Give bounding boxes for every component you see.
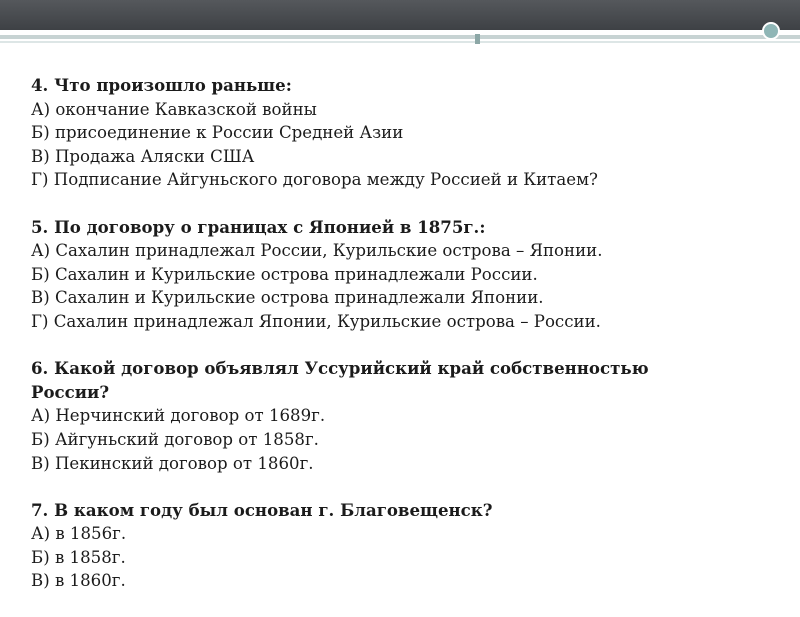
- question-title-text: 6. Какой договор объявлял Уссурийский край собственностью: [31, 358, 649, 379]
- question-4: [31, 74, 781, 192]
- question-5: [31, 216, 781, 334]
- answer-option: А) Нерчинский договор от 1689г.: [31, 406, 326, 426]
- answer-option: В) Продажа Аляски США: [31, 146, 255, 166]
- circle-marker-icon: [762, 22, 780, 40]
- answer-option: Г) Сахалин принадлежал Японии, Курильские острова – России.: [31, 311, 601, 331]
- answer-option: А) Сахалин принадлежал России, Курильские острова – Японии.: [31, 241, 603, 261]
- band-line-left: [0, 41, 475, 43]
- question-7: [31, 499, 781, 593]
- band-stripe-left: [0, 35, 475, 39]
- answer-option: А) в 1856г.: [31, 524, 127, 544]
- answer-option: Б) Айгуньский договор от 1858г.: [31, 429, 319, 449]
- question-title-text: 4. Что произошло раньше:: [31, 75, 292, 95]
- answer-option: В) в 1860г.: [31, 571, 126, 591]
- question-title-continuation: России?: [31, 381, 110, 402]
- band-stripe-right: [480, 35, 800, 39]
- question-title-text: 5. По договору о границах с Японией в 1875г.:: [31, 216, 486, 237]
- decorative-band: [0, 30, 800, 47]
- answer-option: Г) Подписание Айгуньского договора между Россией и Китаем?: [31, 170, 598, 190]
- question-title: [31, 216, 781, 240]
- question-title-text: 7. В каком году был основан г. Благовещенск?: [31, 499, 493, 520]
- question-title: [31, 74, 781, 98]
- answer-option: Б) Сахалин и Курильские острова принадлежали России.: [31, 264, 538, 284]
- answer-option: В) Пекинский договор от 1860г.: [31, 453, 314, 473]
- answer-option: В) Сахалин и Курильские острова принадлежали Японии.: [31, 288, 544, 308]
- question-6: [31, 357, 781, 475]
- answer-option: А) окончание Кавказской войны: [31, 99, 317, 119]
- question-title: [31, 357, 781, 404]
- band-line-right: [480, 41, 800, 43]
- slide-header-bar: [0, 0, 800, 30]
- quiz-content: [31, 74, 781, 617]
- question-title: [31, 499, 781, 523]
- answer-option: Б) присоединение к России Средней Азии: [31, 123, 404, 143]
- answer-option: Б) в 1858г.: [31, 547, 126, 567]
